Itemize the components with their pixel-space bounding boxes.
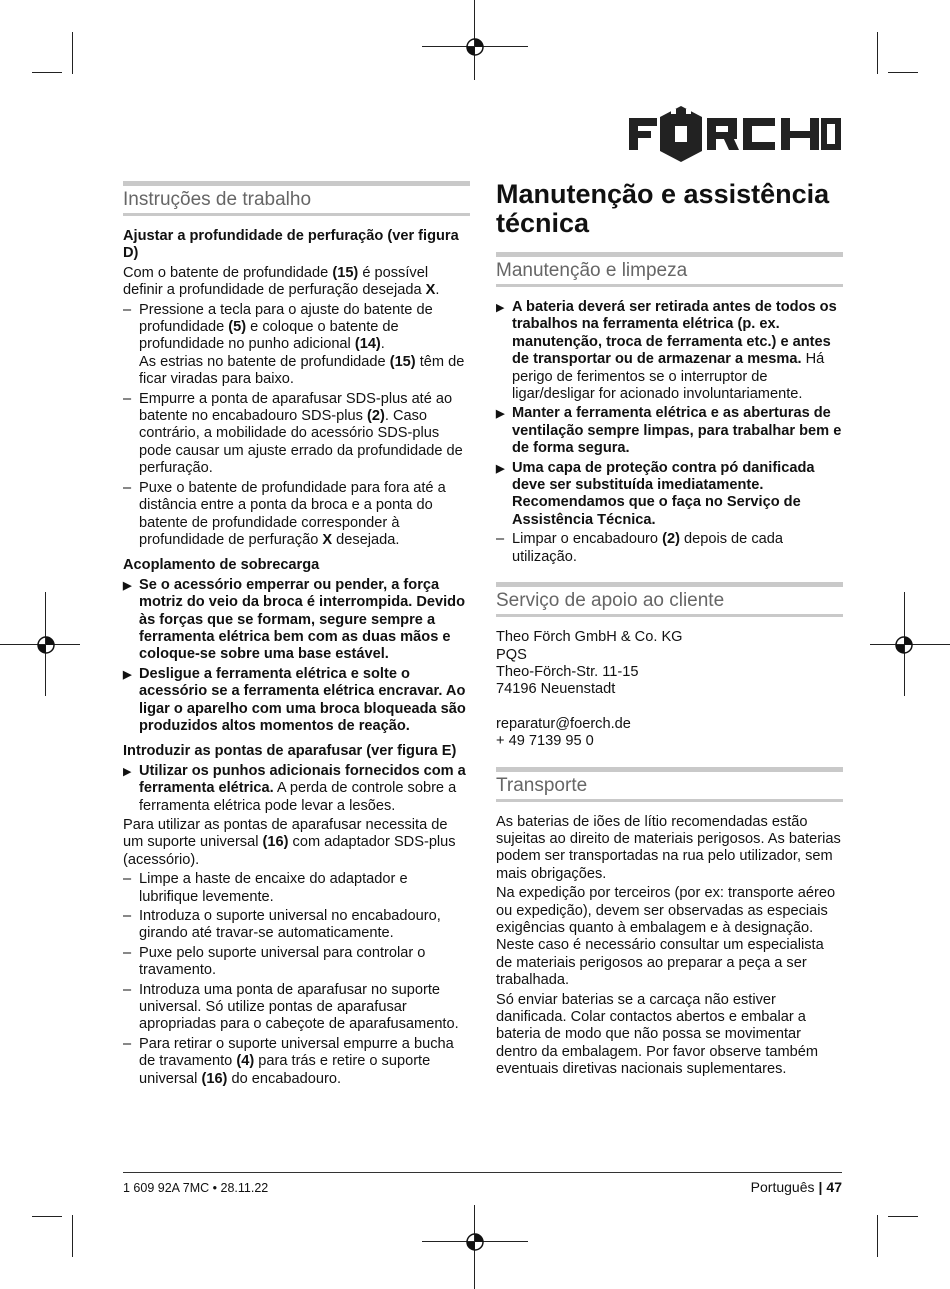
- section-title: Serviço de apoio ao cliente: [496, 590, 725, 612]
- dash-item: – Limpar o encabadouro (2) depois de cada utilização.: [496, 531, 843, 566]
- address-block: [496, 629, 843, 699]
- page-info: [751, 1179, 842, 1195]
- dash-item: – Pressione a tecla para o ajuste do batente de profundidade (5) e coloque o batente de profundidade no punho adicional (14). As estrias no batente de profundidade (15) têm de ficar viradas para baixo.: [123, 302, 470, 389]
- warning-item: ▶ Utilizar os punhos adicionais fornecidos com a ferramenta elétrica. A perda de controle sobre a ferramenta elétrica pode levar a lesões.: [123, 763, 470, 815]
- warning-item: ▶ Manter a ferramenta elétrica e as aberturas de ventilação sempre limpas, para trabalhar bem e de forma segura.: [496, 405, 843, 457]
- dash-item: – Puxe o batente de profundidade para fora até a distância entre a ponta da broca e a ponta do batente de profundidade corresponder à profundidade de perfuração X desejada.: [123, 480, 470, 550]
- warning-item: ▶ Uma capa de proteção contra pó danificada deve ser substituída imediatamente. Recomendamos que o faça no Serviço de Assistência Técnica.: [496, 460, 843, 530]
- phone-number: + 49 7139 95 0: [496, 733, 594, 750]
- subheading-depth: Ajustar a profundidade de perfuração (ver figura D): [123, 228, 459, 262]
- dash-item: – Para retirar o suporte universal empurre a bucha de travamento (4) para trás e retire o suporte universal (16) do encabadouro.: [123, 1036, 470, 1088]
- registration-mark-icon: [465, 1232, 485, 1252]
- paragraph: Só enviar baterias se a carcaça não estiver danificada. Colar contactos abertos e embalar a bateria de modo que não possa se movimentar dentro da embalagem. Por favor observe também eventuais diretivas nacionais suplementares.: [496, 991, 819, 1078]
- paragraph: Na expedição por terceiros (por ex: transporte aéreo ou expedição), devem ser observadas as especiais exigências quanto à embalagem e à designação. Neste caso é necessário consultar um especialista de materiais perigosos ao preparar a peça a ser trabalhada.: [496, 885, 836, 989]
- city: 74196 Neuenstadt: [496, 681, 616, 698]
- document-code: 1 609 92A 7MC • 28.11.22: [123, 1181, 269, 1195]
- dash-item: – Introduza uma ponta de aparafusar no suporte universal. Só utilize pontas de aparafusar apropriadas para o cabeçote de aparafusamento.: [123, 982, 470, 1034]
- separator: |: [818, 1179, 823, 1195]
- dash-item: – Limpe a haste de encaixe do adaptador e lubrifique levemente.: [123, 871, 470, 906]
- section-transport: [496, 767, 843, 802]
- svg-text:FÖRCH: FÖRCH: [627, 104, 631, 105]
- page-footer: [123, 1172, 842, 1195]
- forch-logo: [627, 104, 843, 162]
- section-title: Manutenção e limpeza: [496, 260, 688, 281]
- registration-mark-icon: [36, 635, 56, 655]
- section-title: Instruções de trabalho: [123, 189, 312, 210]
- warning-item: ▶ Desligue a ferramenta elétrica e solte o acessório se a ferramenta elétrica encravar. Ao ligar o aparelho com uma broca bloqueada são produzidos altos momentos de reação.: [123, 666, 470, 736]
- warning-item: ▶ Se o acessório emperrar ou pender, a força motriz do veio da broca é interrompida. Devido às forças que se formam, segure sempre a ferramenta elétrica bem com as duas mãos e coloque-se sobre uma base estável.: [123, 577, 470, 664]
- email-link[interactable]: reparatur@foerch.de: [496, 715, 631, 732]
- dash-item: – Puxe pelo suporte universal para controlar o travamento.: [123, 945, 470, 980]
- subheading-overload: Acoplamento de sobrecarga: [123, 557, 320, 574]
- dash-item: – Introduza o suporte universal no encabadouro, girando até travar-se automaticamente.: [123, 908, 470, 943]
- warning-item: ▶ A bateria deverá ser retirada antes de todos os trabalhos na ferramenta elétrica (p. ex. manutenção, troca de ferramenta etc.) e antes de transportar ou de armazenar a mesma. Há perigo de ferimentos se o interruptor de ligar/desligar for acionado involuntariamente.: [496, 299, 843, 403]
- section-work-instructions: [123, 181, 470, 216]
- left-column: [123, 181, 470, 1090]
- dash-item: – Empurre a ponta de aparafusar SDS-plus até ao batente no encabadouro SDS-plus (2). Caso contrário, a mobilidade do acessório SDS-plus pode causar um ajuste errado da profundidade de perfuração.: [123, 391, 470, 478]
- section-customer-service: [496, 582, 843, 617]
- paragraph: Para utilizar as pontas de aparafusar necessita de um suporte universal (16) com adaptador SDS-plus (acessório).: [123, 817, 456, 868]
- language-label: Português: [750, 1179, 815, 1195]
- right-column: [496, 180, 843, 1081]
- street: Theo-Förch-Str. 11-15: [496, 663, 639, 680]
- section-title: Transporte: [496, 774, 588, 796]
- registration-mark-icon: [465, 37, 485, 57]
- page-title: Manutenção e assistência técnica: [496, 179, 830, 238]
- company-name: Theo Förch GmbH & Co. KG: [496, 629, 683, 646]
- section-maintenance: [496, 252, 843, 287]
- registration-mark-icon: [894, 635, 914, 655]
- paragraph: As baterias de iões de lítio recomendadas estão sujeitas ao direito de materiais perigosos. As baterias podem ser transportadas na rua pelo utilizador, sem mais obrigações.: [496, 813, 841, 882]
- department: PQS: [496, 646, 527, 663]
- subheading-screwdriver-bits: Introduzir as pontas de aparafusar (ver figura E): [123, 743, 457, 760]
- paragraph: Com o batente de profundidade (15) é possível definir a profundidade de perfuração desejada X.: [123, 264, 440, 299]
- page-number: 47: [826, 1179, 842, 1195]
